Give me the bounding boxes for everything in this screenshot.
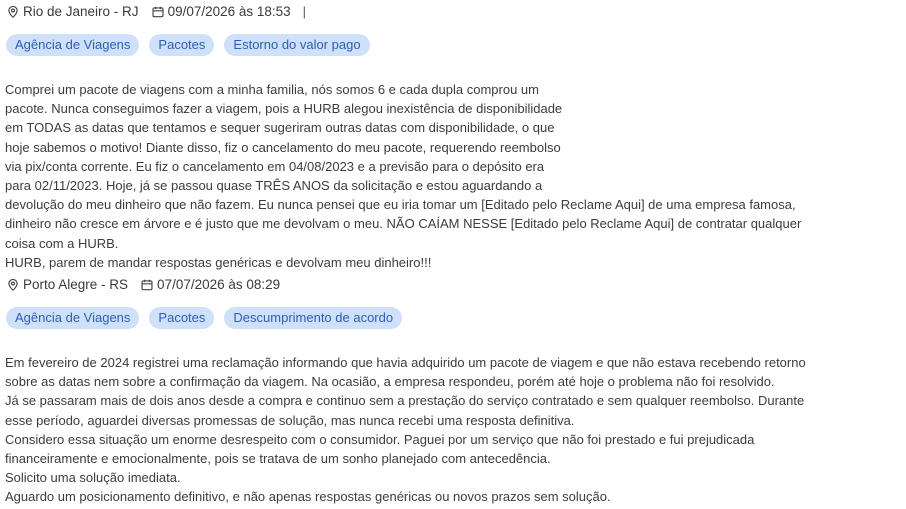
tag-product[interactable]: Pacotes [149,34,214,56]
separator: | [302,4,307,19]
calendar-icon [151,5,165,19]
text-line: financeiramente e emocionalmente, pois se tratava de um sonho planejado com antecedência. [5,451,551,467]
text-line: Solicito uma solução imediata. [5,470,181,486]
complaint-tags [6,307,402,329]
text-line: para 02/11/2023. Hoje, já se passou quase TRÊS ANOS da solicitação e estou aguardando a [5,178,543,194]
text-line: Já se passaram mais de dois anos desde a compra e continuo sem a prestação do serviço contratado e sem qualquer reembolso. Durante [5,393,805,409]
tag-category[interactable]: Agência de Viagens [6,307,139,329]
location-pin-icon [6,278,20,292]
complaint-meta [6,277,280,292]
tag-problem[interactable]: Estorno do valor pago [224,34,369,56]
text-line: hoje sabemos o motivo! Diante disso, fiz o cancelamento do meu pacote, requerendo reembolso [5,139,561,155]
text-line: coisa com a HURB. [5,235,119,251]
text-line: Em fevereiro de 2024 registrei uma reclamação informando que havia adquirido um pacote de viagem e que não estava recebendo retorno [5,355,806,370]
complaint-tags [6,34,370,56]
location-pin-icon [6,5,20,19]
text-line: pacote. Nunca conseguimos fazer a viagem, pois a HURB alegou inexistência de disponibilidade [5,101,563,117]
text-line: dinheiro não cresce em árvore e é justo que me devolvam o meu. NÃO CAÍAM NESSE [Editado pelo Reclame Aqui] de contratar qualquer [5,216,802,232]
complaint-text [5,353,895,507]
complaint-text [5,80,895,272]
text-line: Comprei um pacote de viagens com a minha familia, nós somos 6 e cada dupla comprou um [5,82,539,97]
complaint-datetime: 09/07/2026 às 18:53 [167,4,291,19]
text-line: Aguardo um posicionamento definitivo, e não apenas respostas genéricas ou novos prazos sem solução. [5,489,611,505]
tag-product[interactable]: Pacotes [149,307,214,329]
tag-problem[interactable]: Descumprimento de acordo [224,307,402,329]
text-line: em TODAS as datas que tentamos e sequer sugeriram outras datas com disponibilidade, o que [5,120,555,136]
calendar-icon [140,278,154,292]
text-line: sobre as datas nem sobre a confirmação da viagem. Na ocasião, a empresa respondeu, porém até hoje o problema não foi resolvido. [5,374,775,390]
complaint-meta [6,4,306,19]
text-line: via pix/conta corrente. Eu fiz o cancelamento em 04/08/2023 e a previsão para o depósito era [5,158,545,174]
complaint-location: Porto Alegre - RS [23,277,129,292]
text-line: devolução do meu dinheiro que não fazem. Eu nunca pensei que eu iria tomar um [Editado pelo Reclame Aqui] de uma empresa famosa, [5,197,796,213]
tag-category[interactable]: Agência de Viagens [6,34,139,56]
text-line: esse período, aguardei diversas promessas de solução, mas nunca recebi uma resposta definitiva. [5,412,575,428]
complaint-location: Rio de Janeiro - RJ [23,4,139,19]
complaint-datetime: 07/07/2026 às 08:29 [157,277,281,292]
text-line: HURB, parem de mandar respostas genéricas e devolvam meu dinheiro!!! [5,254,432,270]
text-line: Considero essa situação um enorme desrespeito com o consumidor. Paguei por um serviço que não foi prestado e fui prejudicada [5,431,755,447]
